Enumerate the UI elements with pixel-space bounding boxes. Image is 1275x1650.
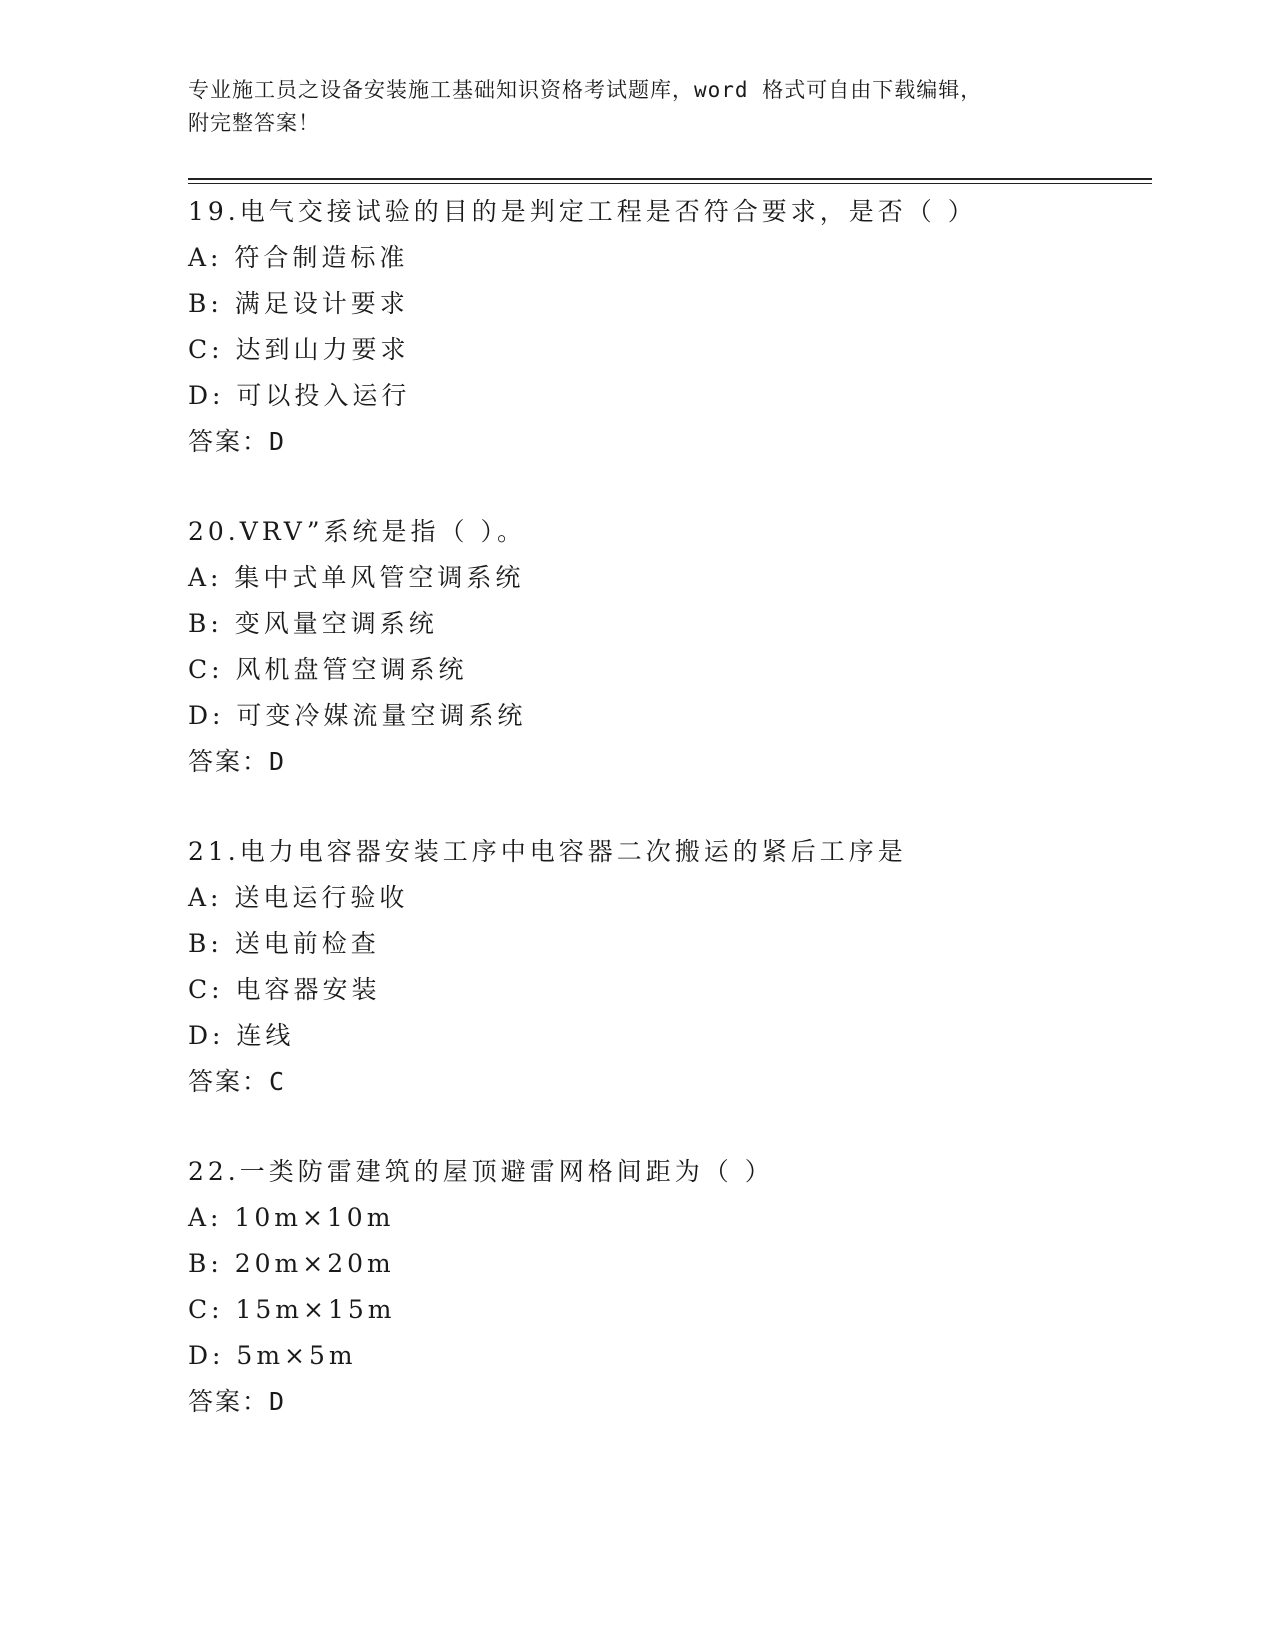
question-stem: 20.VRV”系统是指（ ）。 (188, 517, 526, 546)
option-b: B: 变风量空调系统 (188, 609, 438, 638)
answer (188, 1059, 1152, 1105)
question-21 (188, 829, 1152, 1105)
answer (188, 739, 1152, 785)
question-22 (188, 1149, 1152, 1425)
option-a: A: 符合制造标准 (188, 243, 409, 272)
option-a: A: 送电运行验收 (188, 883, 409, 912)
option-d: D: 可变冷媒流量空调系统 (188, 701, 527, 730)
header-line-2: 附完整答案！ (188, 111, 320, 135)
option-b: B: 20m×20m (188, 1249, 395, 1278)
answer-label: 答案： (188, 1067, 270, 1096)
option-b: B: 送电前检查 (188, 929, 380, 958)
question-list (188, 189, 1152, 1469)
question-stem: 21.电力电容器安装工序中电容器二次搬运的紧后工序是 (188, 837, 907, 866)
document-header (188, 74, 1088, 140)
answer-value: D (269, 747, 287, 776)
question-stem: 19.电气交接试验的目的是判定工程是否符合要求，是否（ ） (188, 197, 977, 226)
option-a: A: 集中式单风管空调系统 (188, 563, 525, 592)
option-c: C: 电容器安装 (188, 975, 381, 1004)
option-c: C: 15m×15m (188, 1295, 396, 1324)
option-b: B: 满足设计要求 (188, 289, 409, 318)
option-c: C: 风机盘管空调系统 (188, 655, 468, 684)
answer (188, 1379, 1152, 1425)
answer-label: 答案： (188, 747, 270, 776)
answer-value: C (269, 1067, 287, 1096)
option-d: D: 连线 (188, 1021, 295, 1050)
header-divider-thin (188, 183, 1152, 184)
question-19 (188, 189, 1152, 465)
answer (188, 419, 1152, 465)
option-d: D: 5m×5m (188, 1341, 357, 1370)
answer-label: 答案： (188, 427, 270, 456)
question-stem: 22.一类防雷建筑的屋顶避雷网格间距为（ ） (188, 1157, 774, 1186)
option-d: D: 可以投入运行 (188, 381, 411, 410)
answer-label: 答案： (188, 1387, 270, 1416)
header-line-1: 专业施工员之设备安装施工基础知识资格考试题库，word 格式可自由下载编辑， (188, 78, 983, 102)
answer-value: D (269, 427, 287, 456)
question-20 (188, 509, 1152, 785)
header-divider-thick (188, 178, 1152, 180)
answer-value: D (269, 1387, 287, 1416)
option-a: A: 10m×10m (188, 1203, 395, 1232)
option-c: C: 达到山力要求 (188, 335, 410, 364)
